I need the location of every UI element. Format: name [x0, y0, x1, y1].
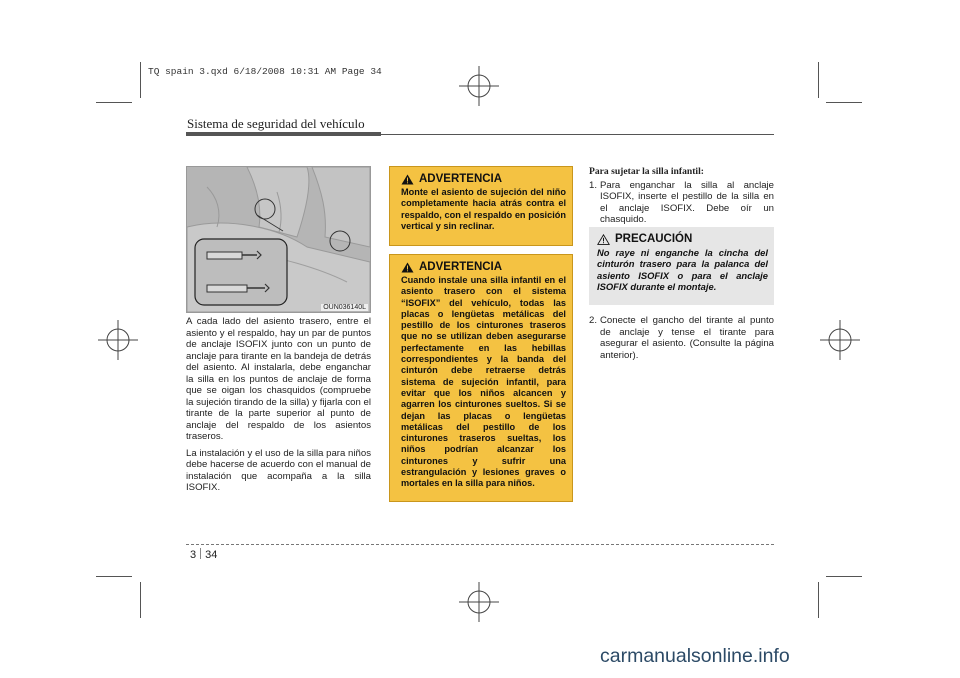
- crop-mark: [96, 576, 132, 577]
- crop-mark: [826, 576, 862, 577]
- print-slug: TQ spain 3.qxd 6/18/2008 10:31 AM Page 34: [148, 66, 382, 77]
- crop-mark: [818, 62, 819, 98]
- crop-mark: [96, 102, 132, 103]
- caution-title: PRECAUCIÓN: [615, 233, 693, 245]
- registration-mark-icon: [98, 320, 138, 360]
- left-column: [186, 316, 371, 499]
- step-item: [589, 180, 774, 226]
- header-rule: [186, 132, 381, 136]
- warning-title: ADVERTENCIA: [419, 261, 503, 273]
- section-title: Sistema de seguridad del vehículo: [187, 116, 365, 131]
- warning-title: ADVERTENCIA: [419, 173, 503, 185]
- crop-mark: [826, 102, 862, 103]
- footer-rule: [186, 544, 774, 545]
- crop-mark: [140, 582, 141, 618]
- paragraph: La instalación y el uso de la silla para niños debe hacerse de acuerdo con el manual de instalación que acompaña a la silla ISOFIX.: [186, 447, 371, 493]
- caution-box: [589, 227, 774, 305]
- step-text: Para enganchar la silla al anclaje ISOFIX, inserte el pestillo de la silla en el anclaje ISOFIX. Debe oír un chasquido.: [600, 179, 774, 225]
- warning-text: Monte el asiento de sujeción del niño completamente hacia atrás contra el respaldo, con el respaldo en posición vertical y sin reclinar.: [401, 187, 566, 231]
- right-column: [589, 166, 774, 226]
- figure-code: OUN036140L: [323, 304, 366, 311]
- step-item: [589, 315, 774, 361]
- warning-box: [389, 254, 573, 502]
- page-number-value: 34: [205, 549, 218, 561]
- caution-triangle-icon: [597, 234, 610, 245]
- warning-triangle-icon: [401, 262, 414, 273]
- right-column-step2: [589, 315, 774, 361]
- paragraph: A cada lado del asiento trasero, entre el asiento y el respaldo, hay un par de puntos de anclaje ISOFIX junto con un punto de anclaje para tirante en la bandeja de detrás del asiento. Al instalarla, debe enganchar la silla en los puntos de anclaje de forma que se oigan los chasquidos (compruebe la sujeción tirando de la silla) y fijarla con el tirante de la parte superior al punto de anclaje del respaldo de los asientos traseros.: [186, 316, 371, 442]
- chapter-number: 3: [190, 549, 197, 561]
- step-text: Conecte el gancho del tirante al punto de anclaje y tense el tirante para asegurar el asiento. (Consulte la página anterior).: [600, 315, 774, 361]
- registration-mark-icon: [820, 320, 860, 360]
- isofix-seat-figure: [186, 166, 371, 313]
- page-number: [190, 548, 217, 561]
- registration-mark-icon: [459, 582, 499, 622]
- seat-illustration: [187, 167, 370, 312]
- subheading: Para sujetar la silla infantil:: [589, 166, 704, 177]
- crop-mark: [818, 582, 819, 618]
- page-number-separator: [200, 548, 201, 559]
- warning-box: [389, 166, 573, 246]
- warning-triangle-icon: [401, 174, 414, 185]
- registration-mark-icon: [459, 66, 499, 106]
- warning-text: Cuando instale una silla infantil en el asiento trasero con el sistema “ISOFIX” del vehículo, todas las placas o lengüetas metálicas del pestillo de los cinturones traseros que no se utilizan deben asegurarse perfectamente en las hebillas correspondientes y la banda del cinturón debe retraerse detrás sistema de sujeción infantil, para evitar que los niños alcancen y agarren los cinturones sueltos. Si se dejan las placas o lengüetas metálicas del pestillo de los cinturones traseros sueltas, los niños podrían alcanzar los cinturones y sufrir una estrangulación y lesiones graves o mortales en la silla para niños.: [401, 275, 566, 489]
- header-rule: [381, 134, 774, 135]
- step-number: 1.: [589, 179, 598, 191]
- caution-text: No raye ni enganche la cincha del cinturón trasero para la palanca del asiento ISOFIX o para el anclaje ISOFIX durante el montaje.: [597, 247, 768, 292]
- step-number: 2.: [589, 315, 598, 326]
- crop-mark: [140, 62, 141, 98]
- watermark: carmanualsonline.info: [600, 645, 790, 667]
